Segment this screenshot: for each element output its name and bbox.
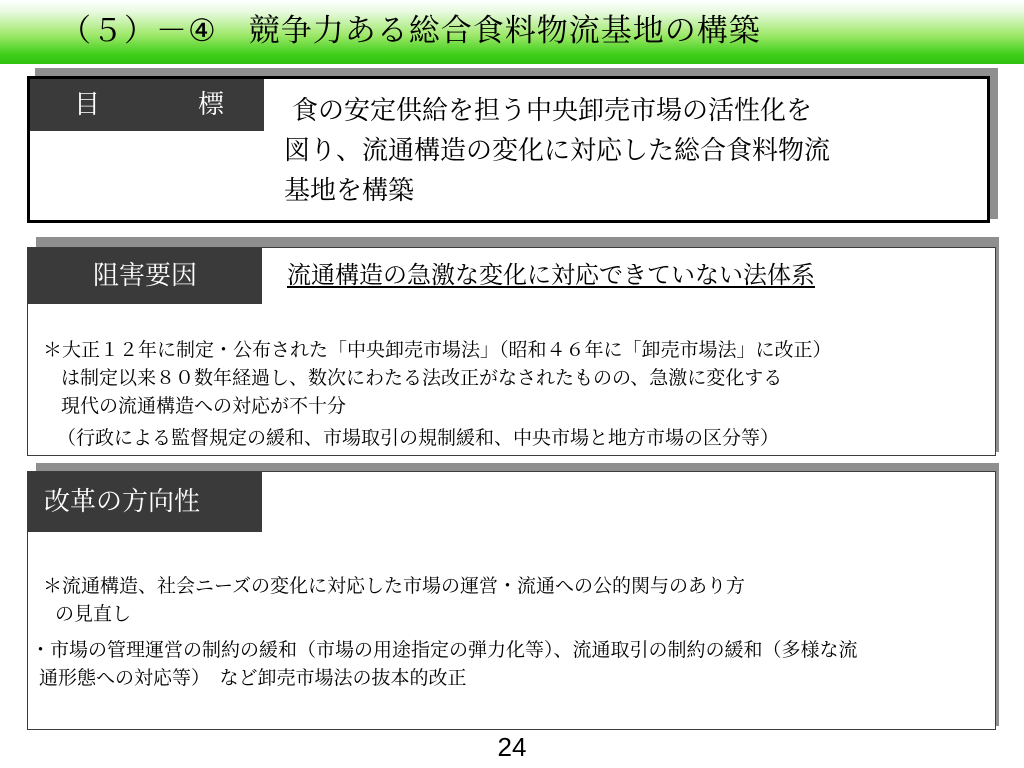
title-bar [0, 0, 1024, 64]
reform-tag: 改革の方向性 [28, 472, 262, 532]
obstacle-line: は制定以来８０数年経過し、数次にわたる法改正がなされたものの、急激に変化する [61, 367, 783, 389]
obstacle-line: （行政による監督規定の緩和、市場取引の規制緩和、中央市場と地方市場の区分等） [57, 427, 780, 449]
obstacle-line: ＊大正１２年に制定・公布された「中央卸売市場法」（昭和４６年に「卸売市場法」に改正） [43, 339, 832, 361]
goal-line: 食の安定供給を担う中央卸売市場の活性化を [292, 96, 813, 126]
obstacle-tag: 阻害要因 [28, 248, 262, 304]
obstacle-headline: 流通構造の急激な変化に対応できていない法体系 [287, 261, 815, 289]
obstacle-panel [27, 247, 996, 456]
reform-line: ・市場の管理運営の制約の緩和（市場の用途指定の弾力化等）、流通取引の制約の緩和（多様な流 [31, 639, 858, 661]
goal-tag [30, 79, 264, 131]
goal-panel [27, 76, 990, 223]
goal-tag-char-2: 標 [198, 90, 225, 120]
goal-text [284, 91, 830, 211]
reform-line: 通形態への対応等） など卸売市場法の抜本的改正 [39, 667, 467, 689]
reform-line: の見直し [55, 603, 132, 625]
page-number: 24 [497, 732, 527, 762]
slide-title: （５）－④ 競争力ある総合食料物流基地の構築 [60, 13, 761, 49]
goal-line: 基地を構築 [284, 176, 415, 206]
obstacle-line: 現代の流通構造への対応が不十分 [61, 395, 347, 417]
reform-panel [27, 471, 996, 730]
reform-line: ＊流通構造、社会ニーズの変化に対応した市場の運営・流通への公的関与のあり方 [43, 575, 746, 597]
goal-tag-char-1: 目 [74, 90, 101, 120]
goal-line: 図り、流通構造の変化に対応した総合食料物流 [284, 136, 831, 166]
